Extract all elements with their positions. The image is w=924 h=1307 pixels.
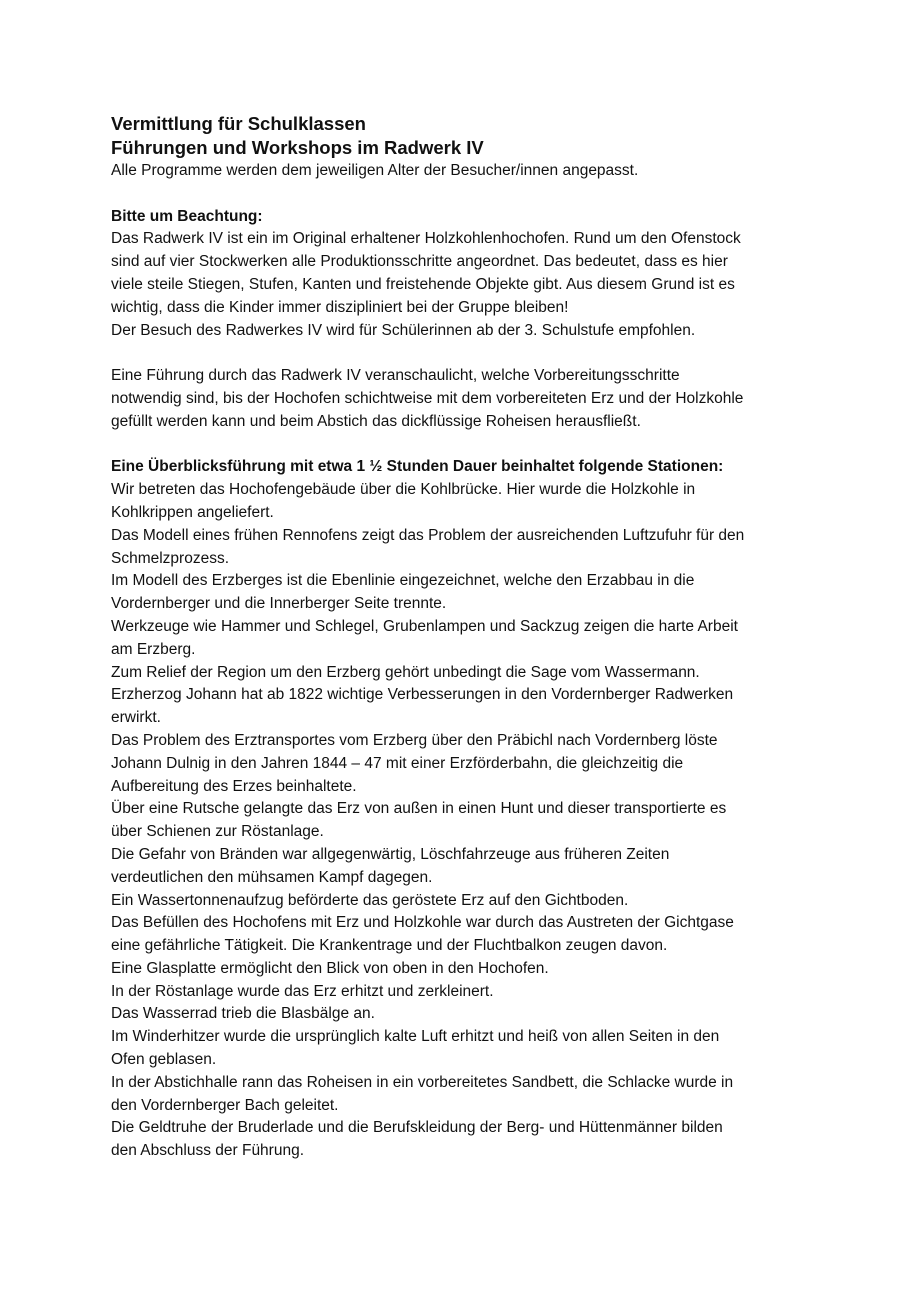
body-line: Das Modell eines frühen Rennofens zeigt das Problem der ausreichenden Luftzufuhr für den <box>111 526 745 544</box>
body-line: Erzherzog Johann hat ab 1822 wichtige Verbesserungen in den Vordernberger Radwerken <box>111 686 734 704</box>
body-line: am Erzberg. <box>111 640 196 658</box>
body-line: Ein Wassertonnenaufzug beförderte das geröstete Erz auf den Gichtboden. <box>111 891 629 909</box>
body-line: wichtig, dass die Kinder immer diszipliniert bei der Gruppe bleiben! <box>111 298 569 316</box>
body-line: Der Besuch des Radwerkes IV wird für Schülerinnen ab der 3. Schulstufe empfohlen. <box>111 321 696 339</box>
body-line: Das Problem des Erztransportes vom Erzberg über den Präbichl nach Vordernberg löste <box>111 731 718 749</box>
body-line: sind auf vier Stockwerken alle Produktionsschritte angeordnet. Das bedeutet, dass es hier <box>111 253 728 271</box>
document-page <box>111 112 816 1163</box>
body-line: In der Abstichhalle rann das Roheisen in ein vorbereitetes Sandbett, die Schlacke wurde in <box>111 1073 734 1091</box>
body-line: Über eine Rutsche gelangte das Erz von außen in einen Hunt und dieser transportierte es <box>111 800 727 818</box>
section-1-heading: Bitte um Beachtung: <box>111 207 263 225</box>
body-line: Eine Glasplatte ermöglicht den Blick von oben in den Hochofen. <box>111 959 549 977</box>
spacer <box>111 183 816 206</box>
body-line: Zum Relief der Region um den Erzberg gehört unbedingt die Sage vom Wassermann. <box>111 663 700 681</box>
body-line: eine gefährliche Tätigkeit. Die Krankentrage und der Fluchtbalkon zeugen davon. <box>111 937 668 955</box>
body-line: gefüllt werden kann und beim Abstich das dickflüssige Roheisen herausfließt. <box>111 412 641 430</box>
body-line: erwirkt. <box>111 709 161 727</box>
spacer <box>111 434 816 457</box>
body-line: Im Winderhitzer wurde die ursprünglich kalte Luft erhitzt und heiß von allen Seiten in den <box>111 1028 720 1046</box>
body-line: Eine Führung durch das Radwerk IV veranschaulicht, welche Vorbereitungsschritte <box>111 367 680 385</box>
section-1-body <box>111 228 816 342</box>
body-line: Das Wasserrad trieb die Blasbälge an. <box>111 1005 375 1023</box>
body-line: Das Radwerk IV ist ein im Original erhaltener Holzkohlenhochofen. Rund um den Ofenstock <box>111 230 741 248</box>
body-line: Im Modell des Erzberges ist die Ebenlinie eingezeichnet, welche den Erzabbau in die <box>111 572 695 590</box>
body-line: notwendig sind, bis der Hochofen schichtweise mit dem vorbereiteten Erz und der Holzkohle <box>111 389 744 407</box>
body-line: über Schienen zur Röstanlage. <box>111 823 324 841</box>
body-line: Johann Dulnig in den Jahren 1844 – 47 mit einer Erzförderbahn, die gleichzeitig die <box>111 754 684 772</box>
section-3-heading: Eine Überblicksführung mit etwa 1 ½ Stunden Dauer beinhaltet folgende Stationen: <box>111 458 724 476</box>
body-line: den Abschluss der Führung. <box>111 1142 305 1160</box>
body-line: Kohlkrippen angeliefert. <box>111 503 274 521</box>
document-title-1: Vermittlung für Schulklassen <box>111 113 366 134</box>
body-line: Aufbereitung des Erzes beinhaltete. <box>111 777 357 795</box>
body-line: Die Gefahr von Bränden war allgegenwärtig, Löschfahrzeuge aus früheren Zeiten <box>111 845 670 863</box>
section-3-body <box>111 479 816 1163</box>
body-line: Werkzeuge wie Hammer und Schlegel, Grubenlampen und Sackzug zeigen die harte Arbeit <box>111 617 738 635</box>
body-line: In der Röstanlage wurde das Erz erhitzt und zerkleinert. <box>111 982 494 1000</box>
body-line: viele steile Stiegen, Stufen, Kanten und freistehende Objekte gibt. Aus diesem Grund ist es <box>111 275 735 293</box>
body-line: verdeutlichen den mühsamen Kampf dagegen. <box>111 868 433 886</box>
document-title-2: Führungen und Workshops im Radwerk IV <box>111 137 484 158</box>
body-line: Vordernberger und die Innerberger Seite trennte. <box>111 595 447 613</box>
body-line: Das Befüllen des Hochofens mit Erz und Holzkohle war durch das Austreten der Gichtgase <box>111 914 734 932</box>
document-subtitle: Alle Programme werden dem jeweiligen Alter der Besucher/innen angepasst. <box>111 162 639 179</box>
section-2-body <box>111 365 816 433</box>
body-line: Schmelzprozess. <box>111 549 230 567</box>
body-line: Ofen geblasen. <box>111 1051 217 1069</box>
body-line: Die Geldtruhe der Bruderlade und die Berufskleidung der Berg- und Hüttenmänner bilden <box>111 1119 723 1137</box>
body-line: Wir betreten das Hochofengebäude über die Kohlbrücke. Hier wurde die Holzkohle in <box>111 481 696 499</box>
body-line: den Vordernberger Bach geleitet. <box>111 1096 339 1114</box>
spacer <box>111 342 816 365</box>
